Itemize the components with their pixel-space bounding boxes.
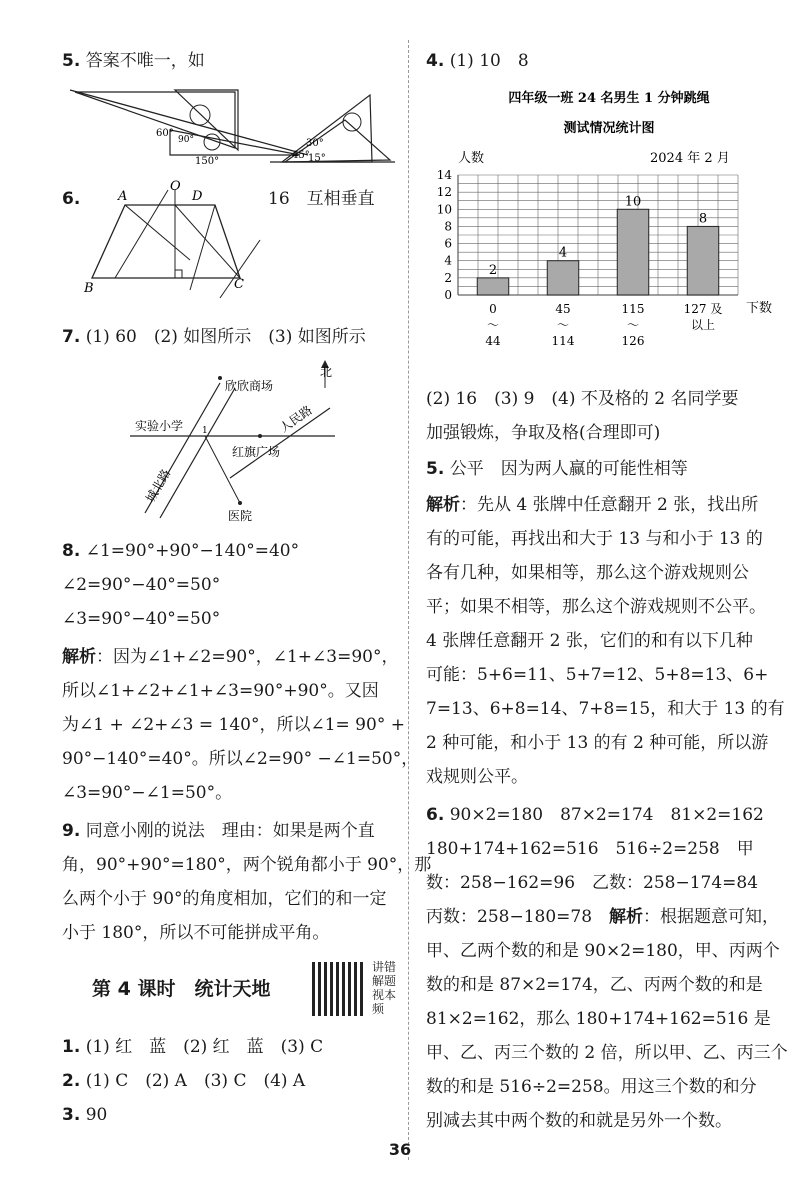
y-tick-label: 0: [444, 288, 452, 302]
q9-line3: 么两个小于 90°的角度相加，它们的和一定: [62, 889, 387, 909]
q8-line3: ∠3=90°−40°=50°: [62, 609, 221, 629]
q6-right-line9: 数的和是 516÷2=258。用这三个数的和分: [426, 1077, 757, 1097]
chart-xlabel: 下数: [746, 301, 773, 316]
city-north-road-2: [160, 388, 235, 518]
x-tick-mid: ～: [556, 318, 570, 332]
bar-value-label: 4: [558, 245, 568, 261]
s3-line: 3. 90: [62, 1105, 108, 1125]
q8-line1: 8. ∠1=90°+90°−140°=40°: [62, 541, 300, 561]
label-b: B: [84, 281, 94, 296]
x-tick-top: 45: [555, 302, 571, 316]
angle-30-label: 30°: [306, 138, 324, 149]
y-tick-label: 2: [444, 270, 452, 285]
q9-line2: 角，90°+90°=180°，两个锐角都小于 90°，那: [62, 855, 432, 875]
q5-exp-line9: 戏规则公平。: [426, 767, 528, 787]
right-angle-mark: [175, 270, 182, 278]
q6-right-line4: 丙数：258−180=78 解析：根据题意可知，: [426, 907, 780, 927]
q5-ruler-figure: [60, 80, 400, 175]
hospital-label: 医院: [228, 509, 253, 523]
y-tick-label: 4: [444, 253, 452, 268]
angle-45-label: 45°: [292, 150, 310, 161]
bar: [687, 226, 719, 295]
set-square-1: [75, 92, 235, 148]
x-tick-top: 115: [621, 302, 645, 316]
s2-line: 2. (1) C (2) A (3) C (4) A: [62, 1071, 306, 1091]
q5-exp-line7: 7=13、6+8=14、7+8=15，和大于 13 的有: [426, 699, 785, 719]
y-tick-label: 10: [436, 202, 452, 217]
perp-a: [125, 205, 190, 260]
q6-right-line5: 甲、乙两个数的和是 90×2=180，甲、丙两个: [426, 941, 780, 961]
q6-right-line6: 数的和是 87×2=174，乙、丙两个数的和是: [426, 975, 763, 995]
q5-exp-line5: 4 张牌任意翻开 2 张，它们的和有以下几种: [426, 631, 753, 651]
q5-exp-line2: 有的可能，再找出和大于 13 与和小于 13 的: [426, 529, 763, 549]
bar-value-label: 10: [624, 194, 642, 210]
qr-code-icon[interactable]: [312, 962, 366, 1016]
people-road: [230, 408, 330, 478]
q9-line4: 小于 180°，所以不可能拼成平角。: [62, 923, 330, 943]
q6-right-line2: 180+174+162=516 516÷2=258 甲: [426, 839, 754, 859]
hole-1: [190, 105, 210, 125]
y-tick-label: 6: [444, 236, 452, 251]
x-tick-top: 0: [489, 302, 497, 316]
chart-subtitle: 测试情况统计图: [563, 121, 655, 136]
x-tick-top: 127 及: [683, 302, 723, 316]
q8-exp-line1: 解析：因为∠1+∠2=90°，∠1+∠3=90°，: [62, 647, 399, 667]
q6-right-line10: 别减去其中两个数的和就是另外一个数。: [426, 1111, 732, 1131]
chart-date: 2024 年 2 月: [650, 151, 730, 166]
school-label: 实验小学: [135, 419, 184, 433]
y-tick-label: 12: [436, 185, 452, 200]
q5-exp-line4: 平；如果不相等，那么这个游戏规则不公平。: [426, 597, 766, 617]
q7-left: 7. (1) 60 (2) 如图所示 (3) 如图所示: [62, 327, 366, 347]
qr-caption: 讲错 解题 视本 频: [372, 960, 397, 1016]
label-d: D: [192, 189, 203, 204]
chart-yticks: [437, 168, 453, 302]
x-tick-mid: ～: [486, 318, 500, 332]
label-c: C: [234, 277, 244, 292]
q5-left: 5. 答案不唯一，如: [62, 51, 205, 71]
angle-150-label: 150°: [195, 156, 220, 167]
q4-rest-line1: (2) 16 (3) 9 (4) 不及格的 2 名同学要: [426, 389, 739, 409]
x-tick-bottom: 126: [621, 334, 645, 348]
angle-15-label: 15°: [308, 153, 326, 164]
q6-left-num: 6.: [62, 189, 81, 209]
angle-90-label: 90°: [178, 135, 194, 145]
q5-exp-line1: 解析：先从 4 张牌中任意翻开 2 张，找出所: [426, 495, 759, 515]
q5-exp-line8: 2 种可能，和小于 13 的有 2 种可能，所以游: [426, 733, 769, 753]
q8-exp-line2: 所以∠1+∠2+∠1+∠3=90°+90°。又因: [62, 681, 379, 701]
q6-right-line8: 甲、乙、丙三个数的 2 倍，所以甲、乙、丙三个: [426, 1043, 788, 1063]
angle-60-label: 60°: [156, 128, 174, 139]
q5-exp-line6: 可能：5+6=11、5+7=12、5+8=13、6+: [426, 665, 769, 685]
bar: [547, 261, 579, 295]
q6-answer: 16 互相垂直: [268, 189, 375, 209]
trapezoid: [92, 205, 240, 278]
page-number: 36: [388, 1140, 412, 1159]
qr-code-block[interactable]: [312, 960, 402, 1020]
q8-exp-line3: 为∠1 + ∠2+∠3 = 140°，所以∠1= 90° +: [62, 715, 405, 735]
q6-right-line3: 数：258−162=96 乙数：258−174=84: [426, 873, 759, 893]
q6-right-line1: 6. 90×2=180 87×2=174 81×2=162: [426, 805, 764, 825]
q8-exp-line4: 90°−140°=40°。所以∠2=90° −∠1=50°，: [62, 749, 419, 769]
jump-rope-bar-chart: [428, 80, 790, 370]
q9-line1: 9. 同意小刚的说法 理由：如果是两个直: [62, 821, 375, 841]
ruler-line: [70, 90, 308, 155]
mall-dot: [218, 376, 222, 380]
y-tick-label: 8: [444, 219, 452, 234]
perp-d: [190, 205, 215, 290]
q6-right-line7: 81×2=162，那么 180+174+162=516 是: [426, 1009, 771, 1029]
bar: [477, 278, 509, 295]
column-divider: [408, 40, 409, 1160]
diag-oc: [175, 205, 240, 278]
label-o: O: [170, 180, 181, 194]
x-tick-bottom: 114: [551, 334, 575, 348]
bar: [617, 209, 649, 295]
q5-exp-line3: 各有几种，如果相等，那么这个游戏规则公: [426, 563, 749, 583]
city-north-road-label: 城北路: [143, 466, 174, 505]
hospital-dot: [238, 501, 242, 505]
lesson-title: 第 4 课时 统计天地: [92, 978, 271, 1000]
bar-value-label: 8: [698, 211, 708, 227]
square-dot: [258, 434, 262, 438]
q7-map-figure: [120, 358, 360, 528]
q4-rest-line2: 加强锻炼，争取及格(合理即可): [426, 423, 661, 443]
mall-label: 欣欣商场: [225, 379, 274, 393]
s1-line: 1. (1) 红 蓝 (2) 红 蓝 (3) C: [62, 1037, 324, 1057]
q8-exp-line5: ∠3=90°−∠1=50°。: [62, 783, 233, 803]
north-label: 北: [320, 365, 333, 379]
q4-line: 4. (1) 10 8: [426, 51, 529, 71]
label-a: A: [118, 189, 128, 204]
bar-value-label: 2: [488, 262, 498, 278]
y-tick-label: 14: [436, 168, 452, 182]
x-tick-mid: ～: [626, 318, 640, 332]
x-tick-bottom: 44: [485, 334, 501, 348]
hole-3: [343, 113, 361, 131]
x-tick-mid: 以上: [690, 318, 716, 332]
square-label: 红旗广场: [232, 445, 281, 459]
angle1-label: 1: [202, 426, 208, 436]
q6-trapezoid-figure: [80, 180, 270, 300]
chart-xticks: [485, 302, 722, 348]
q8-line2: ∠2=90°−40°=50°: [62, 575, 221, 595]
q5-right: 5. 公平 因为两人赢的可能性相等: [426, 459, 688, 479]
chart-ylabel: 人数: [458, 151, 485, 166]
chart-title: 四年级一班 24 名男生 1 分钟跳绳: [508, 91, 710, 106]
people-road-label: 人民路: [277, 402, 315, 436]
